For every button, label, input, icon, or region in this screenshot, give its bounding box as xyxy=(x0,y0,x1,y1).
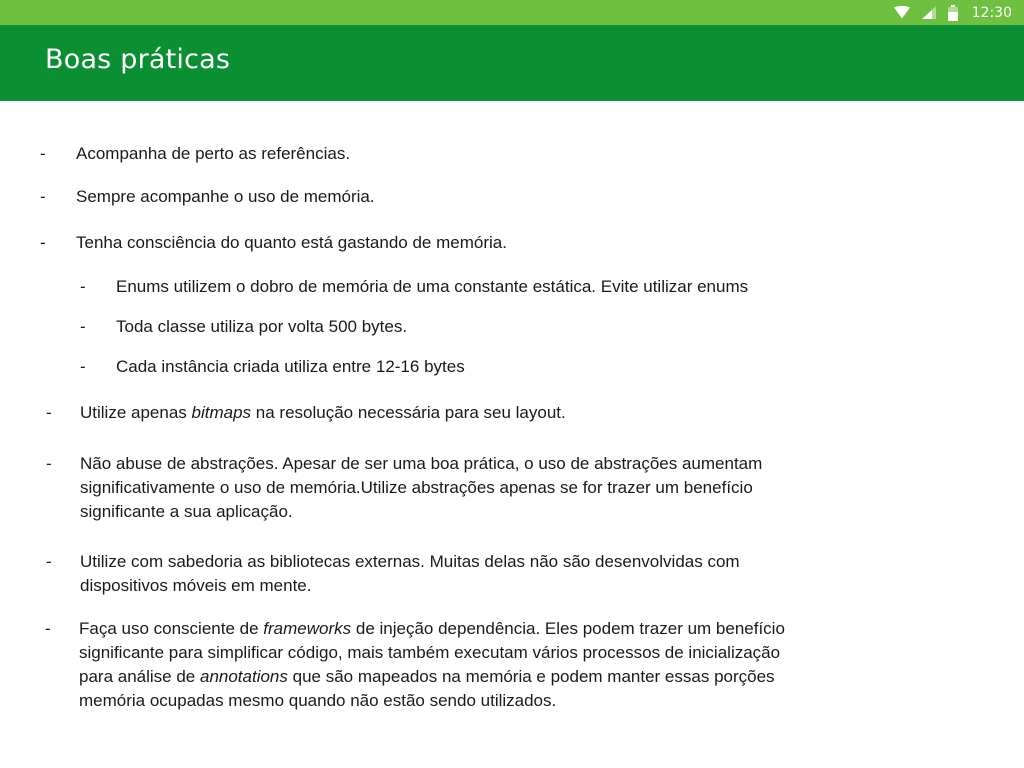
list-item-text xyxy=(80,401,566,425)
list-item-text: Enums utilizem o dobro de memória de uma constante estática. Evite utilizar enums xyxy=(116,277,749,296)
app-bar xyxy=(0,25,1024,101)
bullet-dash: - xyxy=(40,144,46,163)
signal-icon xyxy=(922,6,936,19)
list-item-text xyxy=(79,617,785,713)
bullet-dash: - xyxy=(40,233,46,252)
text-line: significante para simplificar código, mais também executam vários processos de inicialização xyxy=(79,643,781,662)
text-line xyxy=(79,617,785,641)
bullet-dash: - xyxy=(80,317,86,336)
list-item xyxy=(45,617,785,713)
bullet-dash: - xyxy=(80,357,86,376)
status-bar xyxy=(0,0,1024,25)
emphasis-text: frameworks xyxy=(263,619,352,638)
list-item xyxy=(40,185,375,209)
page-title: Boas práticas xyxy=(45,44,231,75)
status-time: 12:30 xyxy=(971,4,1012,21)
list-item xyxy=(46,550,740,598)
wifi-icon xyxy=(894,6,910,19)
list-item xyxy=(40,142,350,166)
list-item xyxy=(46,452,762,524)
text-line xyxy=(79,665,785,689)
text-line: significativamente o uso de memória.Utilize abstrações apenas se for trazer um benefício xyxy=(80,478,753,497)
bullet-dash: - xyxy=(45,619,51,638)
bullet-dash: - xyxy=(40,187,46,206)
bullet-dash: - xyxy=(46,454,52,473)
list-item-text: Toda classe utiliza por volta 500 bytes. xyxy=(116,317,408,336)
text-segment: para análise de xyxy=(79,667,200,686)
text-line: Utilize com sabedoria as bibliotecas externas. Muitas delas não são desenvolvidas com xyxy=(80,552,740,571)
emphasis-text: bitmaps xyxy=(191,403,252,422)
list-item-text: Tenha consciência do quanto está gastando de memória. xyxy=(76,233,507,252)
bullet-dash: - xyxy=(46,403,52,422)
list-item xyxy=(80,355,465,379)
slide-content xyxy=(0,101,1024,768)
text-segment: Faça uso consciente de xyxy=(79,619,264,638)
list-item xyxy=(80,275,748,299)
text-segment: de injeção dependência. Eles podem trazer um benefício xyxy=(351,619,785,638)
battery-icon xyxy=(948,5,958,21)
text-segment: Utilize apenas xyxy=(80,403,192,422)
text-line: Não abuse de abstrações. Apesar de ser uma boa prática, o uso de abstrações aumentam xyxy=(80,454,763,473)
list-item xyxy=(40,231,507,255)
status-icons xyxy=(894,0,1012,25)
bullet-dash: - xyxy=(46,552,52,571)
list-item-text: Sempre acompanhe o uso de memória. xyxy=(76,187,375,206)
text-line: significante a sua aplicação. xyxy=(80,502,293,521)
list-item xyxy=(46,401,566,425)
text-line: memória ocupadas mesmo quando não estão sendo utilizados. xyxy=(79,691,557,710)
list-item-text: Cada instância criada utiliza entre 12-16 bytes xyxy=(116,357,465,376)
text-line: dispositivos móveis em mente. xyxy=(80,576,312,595)
emphasis-text: annotations xyxy=(199,667,288,686)
bullet-dash: - xyxy=(80,277,86,296)
list-item-text xyxy=(80,550,740,598)
list-item-text xyxy=(80,452,762,524)
list-item xyxy=(80,315,407,339)
text-segment: na resolução necessária para seu layout. xyxy=(251,403,566,422)
list-item-text: Acompanha de perto as referências. xyxy=(76,144,351,163)
text-segment: que são mapeados na memória e podem manter essas porções xyxy=(287,667,775,686)
